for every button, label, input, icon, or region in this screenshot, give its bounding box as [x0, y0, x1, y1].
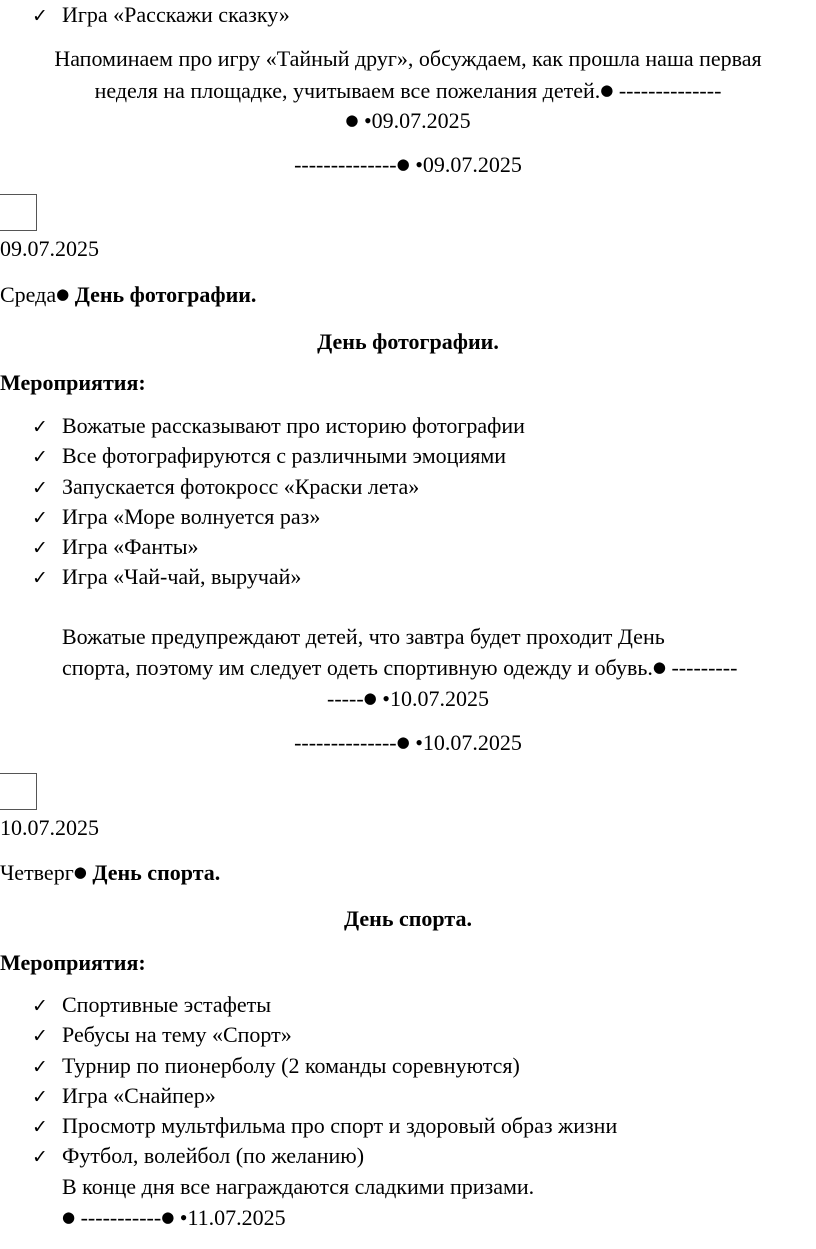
bullet-icon: ●	[363, 689, 377, 707]
day-title: День спорта.	[344, 906, 472, 931]
event-item	[32, 1081, 216, 1111]
event-text: Турнир по пионерболу (2 команды соревнуются)	[62, 1053, 520, 1078]
event-item	[32, 1111, 617, 1141]
dash-line: -----	[327, 686, 364, 711]
event-item	[32, 472, 419, 502]
day-title-inline: День фотографии.	[74, 282, 257, 307]
checkmark-icon: ✓	[32, 446, 48, 468]
dash-line: --------------	[294, 730, 397, 755]
bullet-icon: ●	[62, 1208, 76, 1226]
day-heading-line	[0, 858, 220, 890]
checkmark-icon: ✓	[32, 995, 48, 1017]
event-text: Вожатые рассказывают про историю фотографии	[62, 413, 525, 438]
weekday: Четверг	[0, 860, 74, 885]
checkmark-icon: ✓	[32, 1116, 48, 1138]
event-text: Футбол, волейбол (по желанию)	[62, 1143, 365, 1168]
event-item	[32, 990, 271, 1020]
event-item	[32, 532, 199, 562]
event-text: Игра «Фанты»	[62, 534, 199, 559]
events-heading: Мероприятия:	[0, 370, 146, 395]
empty-box	[0, 194, 37, 231]
list-item-text: Игра «Расскажи сказку»	[62, 2, 290, 27]
event-text: Запускается фотокросс «Краски лета»	[62, 474, 420, 499]
events-heading: Мероприятия:	[0, 950, 146, 975]
bullet-icon: ●	[56, 285, 70, 303]
bullet-icon: ●	[652, 658, 666, 676]
note-line-2	[62, 653, 737, 685]
event-item	[32, 1051, 520, 1081]
day-date: 10.07.2025	[0, 815, 99, 840]
checkmark-icon: ✓	[32, 1056, 48, 1078]
checkmark-icon: ✓	[32, 567, 48, 589]
event-text: Просмотр мультфильма про спорт и здоровый образ жизни	[62, 1113, 618, 1138]
event-item	[32, 411, 525, 441]
bullet-icon: ●	[345, 111, 359, 129]
bullet-icon: ●	[161, 1208, 175, 1226]
date-text: •09.07.2025	[415, 152, 522, 177]
dash-line: -----------	[80, 1205, 162, 1230]
bullet-icon: ●	[396, 155, 410, 173]
event-text: Спортивные эстафеты	[62, 992, 272, 1017]
checkmark-icon: ✓	[32, 507, 48, 529]
date-text: •10.07.2025	[415, 730, 522, 755]
event-text: Игра «Чай-чай, выручай»	[62, 564, 302, 589]
bullet-icon: ●	[73, 863, 87, 881]
dash-line: ---------	[665, 655, 738, 680]
date-text: •11.07.2025	[179, 1205, 286, 1230]
check-list-item	[32, 0, 290, 30]
event-text: Ребусы на тему «Спорт»	[62, 1022, 292, 1047]
checkmark-icon: ✓	[32, 5, 48, 27]
event-item	[32, 441, 506, 471]
separator-line	[0, 150, 816, 182]
event-text: Все фотографируются с различными эмоциями	[62, 443, 507, 468]
event-item	[32, 1020, 292, 1050]
day-date: 09.07.2025	[0, 236, 99, 261]
intro-paragraph-line-2	[0, 76, 816, 108]
intro-paragraph-line-1: Напоминаем про игру «Тайный друг», обсуждаем, как прошла наша первая	[54, 46, 762, 71]
checkmark-icon: ✓	[32, 1086, 48, 1108]
checkmark-icon: ✓	[32, 1025, 48, 1047]
event-item	[32, 562, 301, 592]
separator-line	[0, 728, 816, 760]
date-text: •10.07.2025	[382, 686, 489, 711]
note-line-3	[0, 684, 816, 716]
note-line-1: Вожатые предупреждают детей, что завтра будет проходит День	[62, 624, 665, 649]
day-title: День фотографии.	[317, 329, 499, 354]
intro-paragraph-line-3	[0, 106, 816, 138]
day-heading-line	[0, 280, 256, 312]
event-text: Игра «Снайпер»	[62, 1083, 216, 1108]
bullet-icon: ●	[396, 733, 410, 751]
empty-box	[0, 773, 37, 810]
checkmark-icon: ✓	[32, 537, 48, 559]
intro-paragraph-text: неделя на площадке, учитываем все пожелания детей.	[94, 78, 601, 103]
checkmark-icon: ✓	[32, 416, 48, 438]
event-item	[32, 1141, 364, 1171]
closing-separator	[62, 1203, 286, 1235]
event-text: Игра «Море волнуется раз»	[62, 504, 321, 529]
weekday: Среда	[0, 282, 57, 307]
bullet-icon: ●	[600, 81, 614, 99]
event-item	[32, 502, 320, 532]
checkmark-icon: ✓	[32, 1146, 48, 1168]
day-title-inline: День спорта.	[92, 860, 221, 885]
dash-line: --------------	[294, 152, 397, 177]
date-text: •09.07.2025	[363, 108, 471, 133]
note-text: спорта, поэтому им следует одеть спортивную одежду и обувь.	[62, 655, 653, 680]
checkmark-icon: ✓	[32, 477, 48, 499]
dash-line: --------------	[613, 78, 722, 103]
closing-line: В конце дня все награждаются сладкими призами.	[62, 1174, 535, 1199]
